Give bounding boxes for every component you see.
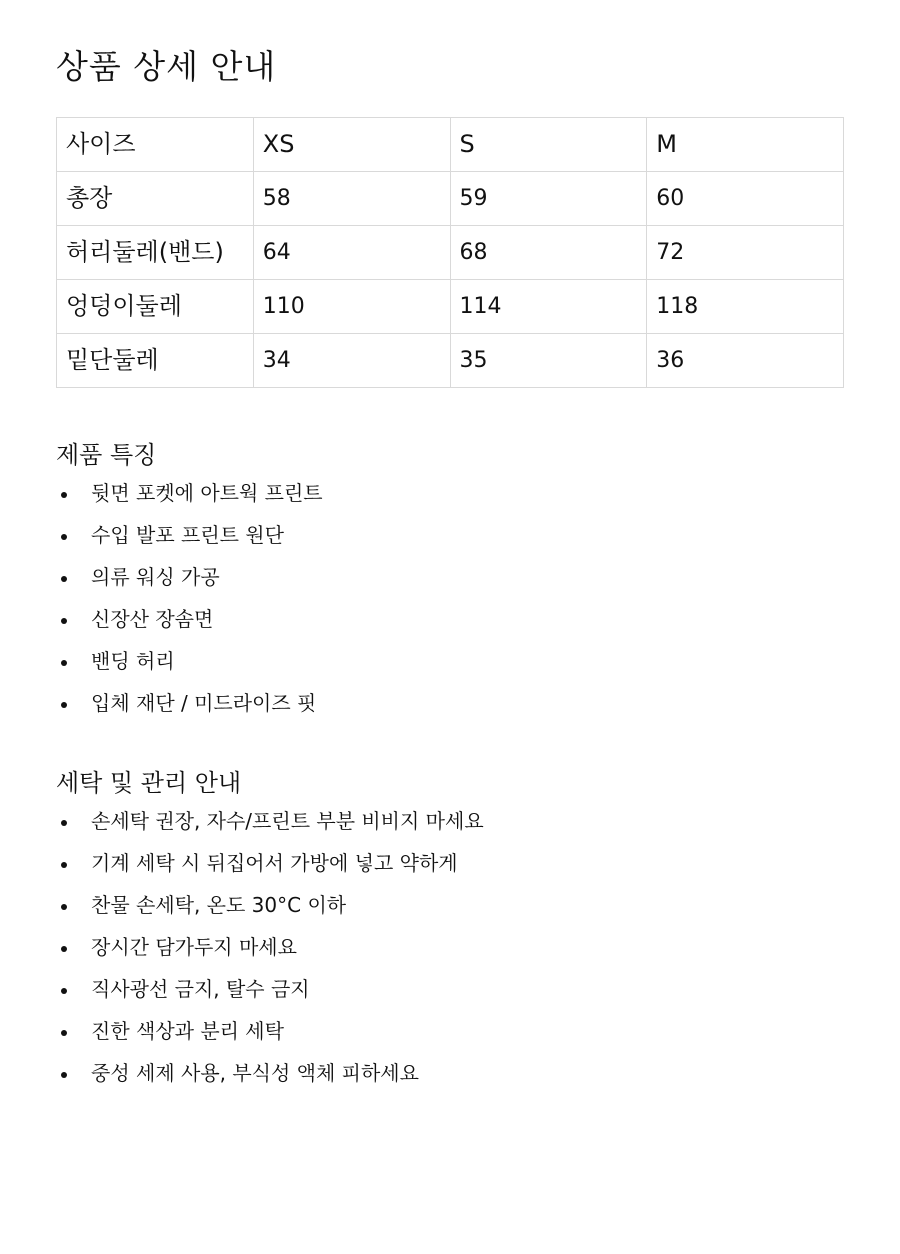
list-item-text: 의류 워싱 가공	[91, 565, 220, 589]
size-header-m: M	[647, 118, 844, 172]
bullet-dot-icon	[61, 618, 67, 624]
table-cell: 59	[450, 172, 647, 226]
list-item-text: 신장산 장솜면	[91, 607, 214, 631]
list-item	[56, 556, 323, 598]
size-table	[56, 117, 844, 388]
row-label: 엉덩이둘레	[57, 280, 254, 334]
table-row	[57, 280, 844, 334]
table-cell: 114	[450, 280, 647, 334]
table-row	[57, 172, 844, 226]
list-item-text: 중성 세제 사용, 부식성 액체 피하세요	[91, 1061, 419, 1085]
table-cell: 68	[450, 226, 647, 280]
list-item-text: 밴딩 허리	[91, 649, 175, 673]
list-item-text: 찬물 손세탁, 온도 30°C 이하	[91, 893, 347, 917]
list-item	[56, 514, 323, 556]
bullet-dot-icon	[61, 988, 67, 994]
table-row	[57, 226, 844, 280]
bullet-dot-icon	[61, 1072, 67, 1078]
size-table-header-row	[57, 118, 844, 172]
bullet-dot-icon	[61, 862, 67, 868]
row-label: 허리둘레(밴드)	[57, 226, 254, 280]
bullet-dot-icon	[61, 576, 67, 582]
list-item-text: 입체 재단 / 미드라이즈 핏	[91, 691, 317, 715]
list-item	[56, 640, 323, 682]
bullet-dot-icon	[61, 1030, 67, 1036]
list-item	[56, 472, 323, 514]
care-title: 세탁 및 관리 안내	[56, 769, 242, 797]
list-item-text: 기계 세탁 시 뒤집어서 가방에 넣고 약하게	[91, 851, 458, 875]
table-cell: 58	[253, 172, 450, 226]
list-item-text: 장시간 담가두지 마세요	[91, 935, 297, 959]
table-cell: 35	[450, 334, 647, 388]
list-item	[56, 926, 484, 968]
size-header-s: S	[450, 118, 647, 172]
page-title: 상품 상세 안내	[56, 47, 277, 86]
bullet-dot-icon	[61, 534, 67, 540]
table-cell: 60	[647, 172, 844, 226]
bullet-dot-icon	[61, 702, 67, 708]
list-item	[56, 1052, 484, 1094]
list-item	[56, 598, 323, 640]
list-item-text: 직사광선 금지, 탈수 금지	[91, 977, 310, 1001]
bullet-dot-icon	[61, 904, 67, 910]
table-cell: 34	[253, 334, 450, 388]
size-header-label: 사이즈	[57, 118, 254, 172]
list-item-text: 진한 색상과 분리 세탁	[91, 1019, 284, 1043]
list-item-text: 뒷면 포켓에 아트웍 프린트	[91, 481, 323, 505]
features-title: 제품 특징	[56, 441, 157, 469]
features-list	[56, 472, 323, 724]
list-item	[56, 968, 484, 1010]
list-item-text: 수입 발포 프린트 원단	[91, 523, 284, 547]
list-item	[56, 842, 484, 884]
bullet-dot-icon	[61, 820, 67, 826]
table-cell: 36	[647, 334, 844, 388]
bullet-dot-icon	[61, 492, 67, 498]
list-item-text: 손세탁 권장, 자수/프린트 부분 비비지 마세요	[91, 809, 484, 833]
list-item	[56, 1010, 484, 1052]
table-cell: 110	[253, 280, 450, 334]
table-row	[57, 334, 844, 388]
bullet-dot-icon	[61, 946, 67, 952]
care-list	[56, 800, 484, 1094]
size-header-xs: XS	[253, 118, 450, 172]
table-cell: 64	[253, 226, 450, 280]
bullet-dot-icon	[61, 660, 67, 666]
row-label: 총장	[57, 172, 254, 226]
table-cell: 118	[647, 280, 844, 334]
list-item	[56, 884, 484, 926]
row-label: 밑단둘레	[57, 334, 254, 388]
table-cell: 72	[647, 226, 844, 280]
list-item	[56, 800, 484, 842]
list-item	[56, 682, 323, 724]
